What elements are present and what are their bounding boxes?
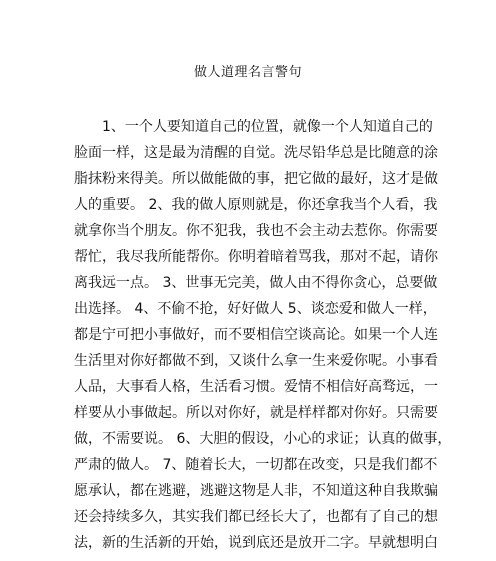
text-line: 都是宁可把小事做好，而不要相信空谈高论。如果一个人连 [74,327,438,343]
text-line: 帮忙，我尽我所能帮你。你明着暗着骂我，那对不起，请你 [74,249,438,265]
document-title: 做人道理名言警句 [193,65,302,80]
text-line: 就拿你当个朋友。你不犯我，我也不会主动去惹你。你需要 [74,223,438,239]
text-line: 样要从小事做起。所以对你好，就是样样都对你好。只需要 [74,405,438,421]
text-line: 1、一个人要知道自己的位置，就像一个人知道自己的 [102,119,433,135]
text-line: 脂抹粉来得美。所以做能做的事，把它做的最好，这才是做 [74,171,438,187]
text-line: 还会持续多久，其实我们都已经长大了，也都有了自己的想 [74,509,438,525]
text-line: 出选择。 4、不偷不抢，好好做人 5、谈恋爱和做人一样， [74,301,437,317]
text-line: 做，不需要说。 6、大胆的假设，小心的求证；认真的做事， [74,431,452,447]
document-body [74,114,452,556]
text-line: 愿承认，都在逃避，逃避这物是人非，不知道这种自我欺骗 [74,483,438,499]
text-line: 脸面一样，这是最为清醒的自觉。洗尽铅华总是比随意的涂 [74,145,438,161]
text-line: 人品，大事看人格，生活看习惯。爱情不相信好高骛远，一 [74,379,438,395]
text-line: 离我远一点。 3、世事无完美，做人由不得你贪心，总要做 [74,275,438,291]
text-line: 生活里对你好都做不到，又谈什么拿一生来爱你呢。小事看 [74,353,438,369]
text-line: 法，新的生活新的开始，说到底还是放开二字。早就想明白 [74,535,438,551]
text-line: 严肃的做人。 7、随着长大，一切都在改变，只是我们都不 [74,457,438,473]
text-line: 人的重要。 2、我的做人原则就是，你还拿我当个人看，我 [74,197,438,213]
